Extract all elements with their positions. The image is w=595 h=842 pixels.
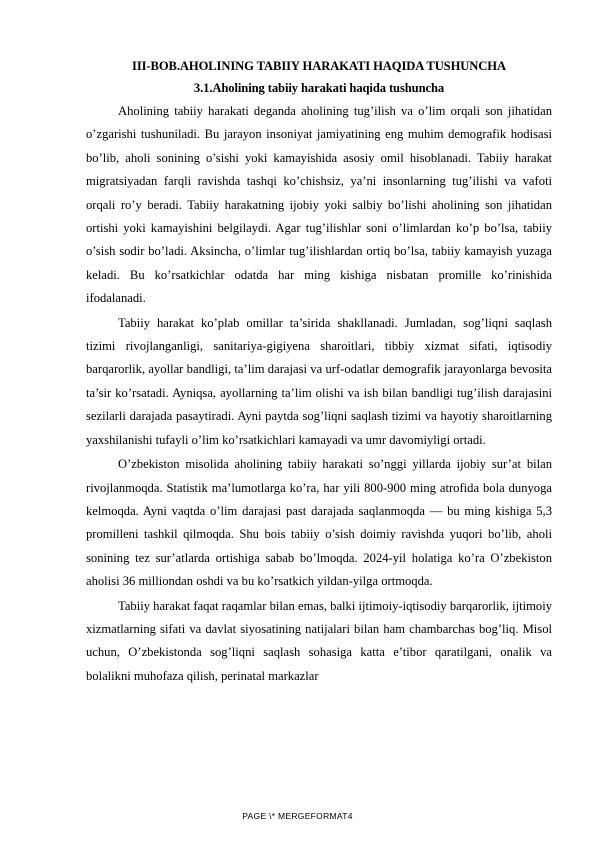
paragraph-3: O’zbekiston misolida aholining tabiiy harakati so’nggi yillarda ijobiy sur’at bilan rivojlanmoqda. Statistik ma’lumotlarga ko’ra, har yili 800-900 ming atrofida bola dunyoga kelmoqda. Ayni vaqtda o’lim darajasi past darajada saqlanmoqda — bu ming kishiga 5,3 promilleni tashkil qilmoqda. Shu bois tabiiy o’sish doimiy ravishda yuqori bo’lib, aholi sonining tez sur’atlarda ortishiga sabab bo’lmoqda. 2024-yil holatiga ko’ra O’zbekiston aholisi 36 milliondan oshdi va bu ko’rsatkich yildan-yilga ortmoqda. [86, 457, 552, 589]
paragraph-2: Tabiiy harakat ko’plab omillar ta’sirida shakllanadi. Jumladan, sog’liqni saqlash tizimi rivojlanganligi, sanitariya-gigiyena sharoitlari, tibbiy xizmat sifati, iqtisodiy barqarorlik, ayollar bandligi, ta’lim darajasi va urf-odatlar demografik jarayonlarga bevosita ta’sir ko’rsatadi. Ayniqsa, ayollarning ta’lim olishi va ish bilan bandligi tug’ilish darajasini sezilarli darajada pasaytiradi. Ayni paytda sog’liqni saqlash tizimi va hayotiy sharoitlarning yaxshilanishi tufayli o’lim ko’rsatkichlari kamayadi va umr davomiyligi ortadi. [86, 315, 552, 447]
section-title: 3.1.Aholining tabiiy harakati haqida tushuncha [193, 81, 445, 95]
paragraph-1: Aholining tabiiy harakati deganda aholining tug’ilish va o’lim orqali son jihatidan o’zgarishi tushuniladi. Bu jarayon insoniyat jamiyatining eng muhim demografik hodisasi bo’lib, aholi sonining o’sishi yoki kamayishida asosiy omil hisoblanadi. Tabiiy harakat migratsiyadan farqli ravishda tashqi ko’chishsiz, ya’ni insonlarning tug’ilishi va vafoti orqali ro’y beradi. Tabiiy harakatning ijobiy yoki salbiy bo’lishi aholining son jihatidan ortishi yoki kamayishini belgilaydi. Agar tug’ilishlar soni o’limlardan ko’p bo’lsa, tabiiy o’sish sodir bo’ladi. Aksincha, o’limlar tug’ilishlardan ortiq bo’lsa, tabiiy kamayish yuzaga keladi. Bu ko’rsatkichlar odatda har ming kishiga nisbatan promille ko’rinishida ifodalanadi. [86, 104, 552, 306]
page-content [86, 55, 552, 688]
chapter-title: III-BOB.AHOLINING TABIIY HARAKATI HAQIDA TUSHUNCHA [132, 59, 506, 73]
page-footer-field: PAGE \* MERGEFORMAT4 [242, 811, 353, 821]
paragraph-4: Tabiiy harakat faqat raqamlar bilan emas, balki ijtimoiy-iqtisodiy barqarorlik, ijtimoiy xizmatlarning sifati va davlat siyosatining natijalari bilan ham chambarchas bog’liq. Misol uchun, O’zbekistonda sog’liqni saqlash sohasiga katta e’tibor qaratilgani, onalik va bolalikni muhofaza qilish, perinatal markazlar [86, 598, 552, 683]
